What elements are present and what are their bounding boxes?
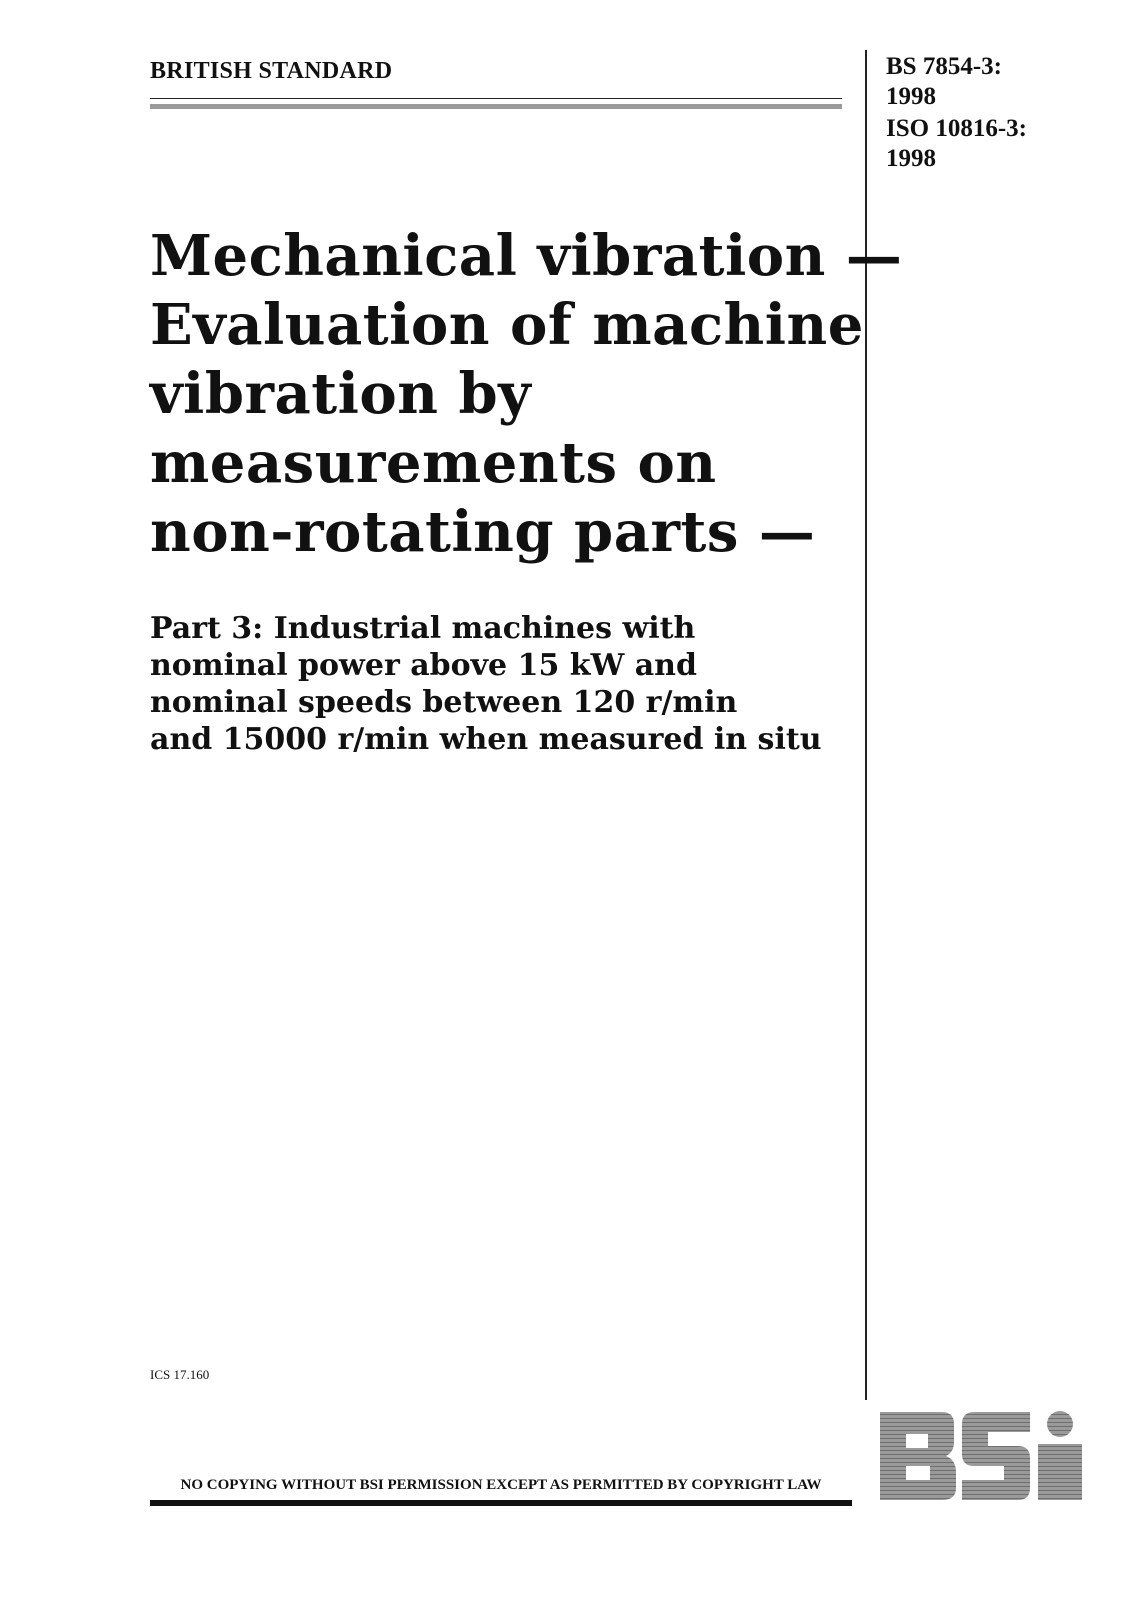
subtitle-line: nominal speeds between 120 r/min <box>150 685 738 720</box>
standard-year-iso: 1998 <box>886 145 936 172</box>
copyright-notice: NO COPYING WITHOUT BSI PERMISSION EXCEPT AS PERMITTED BY COPYRIGHT LAW <box>180 1477 822 1493</box>
subtitle-line: Part 3: Industrial machines with <box>150 611 696 646</box>
standard-number-bs: BS 7854-3: <box>886 53 1002 80</box>
title-line: Evaluation of machine <box>150 292 864 358</box>
title-line: non-rotating parts — <box>150 499 816 565</box>
standard-year-bs: 1998 <box>886 83 936 110</box>
title-line: vibration by <box>150 361 532 427</box>
header-rule-thin <box>150 98 842 99</box>
subtitle-line: and 15000 r/min when measured in situ <box>150 722 822 757</box>
header-rule-thick <box>150 104 842 109</box>
standard-number-iso: ISO 10816-3: <box>886 115 1027 142</box>
footer-rule <box>150 1500 852 1506</box>
document-subtitle <box>150 610 870 758</box>
document-title <box>150 222 903 567</box>
title-line: Mechanical vibration — <box>150 223 903 289</box>
document-series-label: BRITISH STANDARD <box>150 58 393 84</box>
subtitle-line: nominal power above 15 kW and <box>150 648 697 683</box>
ics-code: ICS 17.160 <box>150 1367 210 1382</box>
standard-numbers <box>886 52 1027 174</box>
bsi-logo <box>880 1410 1085 1502</box>
title-line: measurements on <box>150 430 717 496</box>
